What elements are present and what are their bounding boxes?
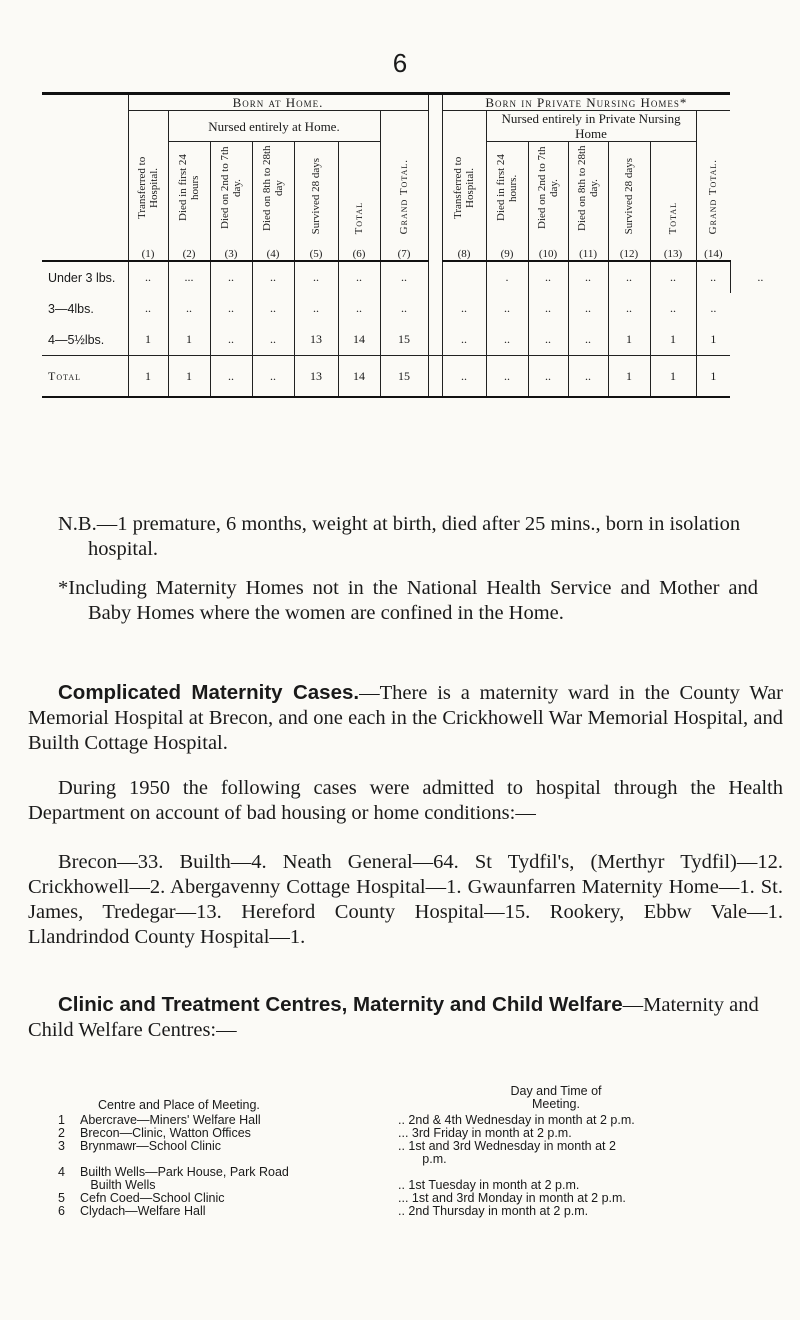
centres-list: [58, 1085, 778, 1218]
cell: ..: [528, 261, 568, 293]
clinic-tail: —Maternity and Child Welfare Centres:—: [28, 994, 759, 1041]
cell: 1: [128, 324, 168, 356]
cell: ..: [696, 261, 730, 293]
col-number: (10): [528, 238, 568, 261]
admitted-paragraph: During 1950 the following cases were admitted to hospital through the Health Department on account of bad housing or home conditions:—: [28, 777, 783, 824]
births-table: [42, 92, 790, 398]
cell: ..: [252, 356, 294, 398]
cell: 1: [650, 324, 696, 356]
cell: ..: [650, 293, 696, 324]
col-header: Transferred to Hospital.: [128, 142, 168, 239]
col-header: Died on 8th to 28th day: [252, 142, 294, 239]
list-item: Builth Wells .. 1st Tuesday in month at 2 p.m.: [80, 1178, 580, 1192]
col-header: Total: [650, 142, 696, 239]
col-header: Survived 28 days: [608, 142, 650, 239]
cell: ..: [568, 356, 608, 398]
list-item: 4 Builth Wells—Park House, Park Road: [58, 1165, 289, 1179]
cell: ..: [380, 293, 428, 324]
cell: 1: [168, 324, 210, 356]
sub-nursed-private: Nursed entirely in Private Nursing Home: [486, 111, 696, 142]
col-number: (5): [294, 238, 338, 261]
cell: ..: [486, 324, 528, 356]
cell: ..: [210, 356, 252, 398]
list-item: 6 Clydach—Welfare Hall .. 2nd Thursday in month at 2 p.m.: [58, 1204, 589, 1218]
list-item: 5 Cefn Coed—School Clinic ... 1st and 3rd Monday in month at 2 p.m.: [58, 1191, 626, 1205]
cell: ..: [442, 324, 486, 356]
cell: ..: [528, 324, 568, 356]
cell: 1: [696, 324, 730, 356]
centres-head-place: Centre and Place of Meeting.: [98, 1098, 260, 1112]
cell: ..: [568, 261, 608, 293]
clinic-paragraph: [28, 992, 790, 1043]
cell: ..: [568, 324, 608, 356]
cell: ..: [442, 293, 486, 324]
cell: ..: [486, 293, 528, 324]
cell: 1: [608, 356, 650, 398]
col-header: Died on 2nd to 7th day.: [528, 142, 568, 239]
sub-nursed-home: Nursed entirely at Home.: [168, 111, 380, 142]
col-header: Died in first 24 hours.: [486, 142, 528, 239]
cell: 15: [380, 356, 428, 398]
cell: 15: [380, 324, 428, 356]
col-number: (8): [442, 238, 486, 261]
cell: ..: [528, 293, 568, 324]
cell: 13: [294, 324, 338, 356]
cell: ..: [338, 261, 380, 293]
cell: 1: [608, 324, 650, 356]
group-born-at-home: Born at Home.: [128, 94, 428, 111]
cell: 1: [650, 356, 696, 398]
cell: ..: [380, 261, 428, 293]
list-item: 3 Brynmawr—School Clinic .. 1st and 3rd Wednesday in month at 2: [58, 1139, 616, 1153]
cell: ..: [650, 261, 696, 293]
cell: ..: [128, 293, 168, 324]
table-row: [42, 261, 790, 293]
hospitals-paragraph: Brecon—33. Builth—4. Neath General—64. St Tydfil's, (Merthyr Tydfil)—12. Crickhowell—2. Abergavenny Cottage Hospital—1. Gwaunfarren Maternity Home—1. St. James, Tredegar—13. Hereford County Hospital—15. Rookery, Ebbw Vale—1. Llandrindod County Hospital—1.: [28, 851, 783, 948]
cell: 1: [128, 356, 168, 398]
col-number: (9): [486, 238, 528, 261]
cell: ..: [294, 293, 338, 324]
col-header: Grand Total.: [707, 158, 720, 234]
cell: 13: [294, 356, 338, 398]
cell: 14: [338, 324, 380, 356]
note-nb: N.B.—1 premature, 6 months, weight at birth, died after 25 mins., born in isolation hospital.: [58, 513, 741, 560]
list-item: 1 Abercrave—Miners' Welfare Hall .. 2nd & 4th Wednesday in month at 2 p.m.: [58, 1113, 635, 1127]
list-item: 2 Brecon—Clinic, Watton Offices ... 3rd Friday in month at 2 p.m.: [58, 1126, 572, 1140]
cell: ..: [568, 293, 608, 324]
cell: ..: [442, 356, 486, 398]
col-number: (7): [380, 238, 428, 261]
note-including: *Including Maternity Homes not in the National Health Service and Mother and Baby Homes where the women are confined in the Home.: [58, 577, 758, 624]
complicated-text: —There is a maternity ward in the County War Memorial Hospital at Brecon, and one each in the Crickhowell War Memorial Hospital, and Builth Cottage Hospital.: [28, 682, 783, 754]
cell: ..: [168, 293, 210, 324]
col-header: Transferred to Hospital.: [442, 142, 486, 239]
cell: ..: [210, 293, 252, 324]
table-row: [42, 324, 790, 356]
col-number: (14): [696, 238, 730, 261]
list-item: p.m.: [398, 1152, 447, 1166]
cell: ..: [210, 261, 252, 293]
clinic-heading: Clinic and Treatment Centres, Maternity and Child Welfare: [58, 993, 623, 1016]
cell: 14: [338, 356, 380, 398]
col-number: (1): [128, 238, 168, 261]
col-header: Died in first 24 hours: [168, 142, 210, 239]
cell: ..: [486, 356, 528, 398]
row-label: 4—5½lbs.: [42, 324, 128, 356]
col-number: (11): [568, 238, 608, 261]
cell: .: [486, 261, 528, 293]
cell: 1: [168, 356, 210, 398]
col-number: (3): [210, 238, 252, 261]
centres-head-day: Day and Time of Meeting.: [510, 1084, 602, 1111]
col-header: Grand Total.: [380, 142, 428, 239]
cell: ...: [168, 261, 210, 293]
cell: 1: [696, 356, 730, 398]
total-label: Total: [42, 356, 128, 398]
col-number: (4): [252, 238, 294, 261]
complicated-heading: Complicated Maternity Cases.: [58, 681, 360, 704]
total-row: [42, 356, 790, 398]
row-label: Under 3 lbs.: [42, 261, 128, 293]
complicated-paragraph: [28, 680, 783, 756]
col-number: (13): [650, 238, 696, 261]
table-row: [42, 293, 790, 324]
cell: ..: [757, 269, 764, 284]
col-header: Died on 8th to 28th day.: [568, 142, 608, 239]
group-born-private: Born in Private Nursing Homes*: [442, 94, 730, 111]
col-header: Survived 28 days: [294, 142, 338, 239]
cell: ..: [528, 356, 568, 398]
col-header: Total: [338, 142, 380, 239]
cell: ..: [608, 293, 650, 324]
cell: ..: [128, 261, 168, 293]
row-label: 3—4lbs.: [42, 293, 128, 324]
col-header: Died on 2nd to 7th day.: [210, 142, 252, 239]
cell: ..: [608, 261, 650, 293]
col-number: (6): [338, 238, 380, 261]
col-number: (2): [168, 238, 210, 261]
cell: ..: [252, 293, 294, 324]
cell: ..: [252, 261, 294, 293]
cell: ..: [338, 293, 380, 324]
cell: ..: [210, 324, 252, 356]
col-number: (12): [608, 238, 650, 261]
cell: ..: [294, 261, 338, 293]
page-number: 6: [392, 48, 408, 78]
cell: ..: [252, 324, 294, 356]
cell: ..: [710, 301, 717, 315]
